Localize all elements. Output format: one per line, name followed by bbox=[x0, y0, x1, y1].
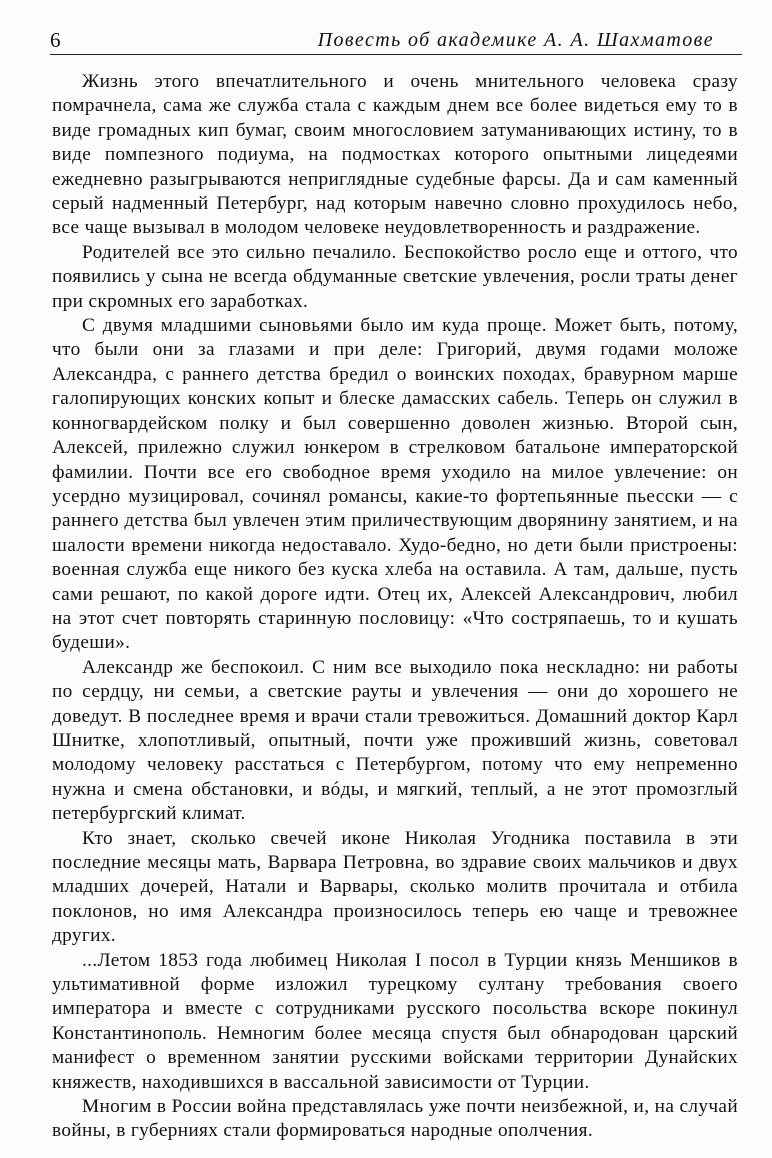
paragraph-2: Родителей все это сильно печалило. Беспокойство росло еще и оттого, что появились у сына не всегда обдуманные светские увлечения, росли траты денег при скромных его заработках. bbox=[52, 241, 738, 312]
paragraph-1: Жизнь этого впечатлительного и очень мнительного человека сразу помрачнела, сама же служба стала с каждым днем все более видеться ему то в виде громадных кип бумаг, своим многословием затуманивающих истину, то в виде помпезного подиума, на подмостках которого опытными лицедеями ежедневно разыгрываются неприглядные судебные фарсы. Да и сам каменный серый надменный Петербург, над которым навечно словно прохудилось небо, все чаще вызывал в молодом человеке неудовлетворенность и раздражение. bbox=[52, 71, 738, 239]
running-title: Повесть об академике А. А. Шахматове bbox=[317, 29, 714, 51]
paragraph-7: Многим в России война представлялась уже почти неизбежной, и, на случай войны, в губерниях стали формироваться народные ополчения. bbox=[52, 1096, 738, 1142]
paragraph-6: ...Летом 1853 года любимец Николая I посол в Турции князь Меншиков в ультимативной форме изложил турецкому султану требования своего императора и вместе с сотрудниками русского посольства вскоре покинул Константинополь. Немногим более месяца спустя был обнародован царский манифест о временном занятии русскими войсками территории Дунайских княжеств, находившихся в вассальной зависимости от Турции. bbox=[52, 949, 738, 1093]
paragraph-4: Александр же беспокоил. С ним все выходило пока нескладно: ни работы по сердцу, ни семьи, а светские рауты и увлечения — они до хорошего не доведут. В последнее время и врачи стали тревожиться. Домашний доктор Карл Шнитке, хлопотливый, опытный, почти уже проживший жизнь, советовал молодому человеку расстаться с Петербургом, потому что ему непременно нужна и смена обстановки, и вóды, и мягкий, теплый, а не этот промозглый петербургский климат. bbox=[52, 656, 738, 825]
page-number: 6 bbox=[50, 28, 61, 52]
body-text bbox=[52, 70, 738, 1144]
paragraph-3: С двумя младшими сыновьями было им куда проще. Может быть, потому, что были они за глазами и при деле: Григорий, двумя годами моложе Александра, с раннего детства бредил о воинских походах, бравурном марше галопирующих конских копыт и блеске дамасских сабель. Теперь он служил в конногвардейском полку и был совершенно доволен жизнью. Второй сын, Алексей, прилежно служил юнкером в стрелковом батальоне императорской фамилии. Почти все его свободное время уходило на милое увлечение: он усердно музицировал, сочинял романсы, какие-то фортепьянные пьесски — с раннего детства был увлечен этим приличествующим дворянину занятием, и на шалости времени никогда недоставало. Худо-бедно, но дети были пристроены: военная служба еще никого без куска хлеба на оставила. А там, дальше, пусть сами решают, по какой дороге идти. Отец их, Алексей Александрович, любил на этот счет повторять старинную пословицу: «Что состряпаешь, то и кушать будеши». bbox=[52, 315, 738, 654]
paragraph-5: Кто знает, сколько свечей иконе Николая Угодника поставила в эти последние месяцы мать, Варвара Петровна, во здравие своих мальчиков и двух младших дочерей, Натали и Варвары, сколько молитв прочитала и отбила поклонов, но имя Александра произносилось теперь ею чаще и тревожнее других. bbox=[52, 827, 738, 947]
page-header bbox=[50, 26, 742, 55]
